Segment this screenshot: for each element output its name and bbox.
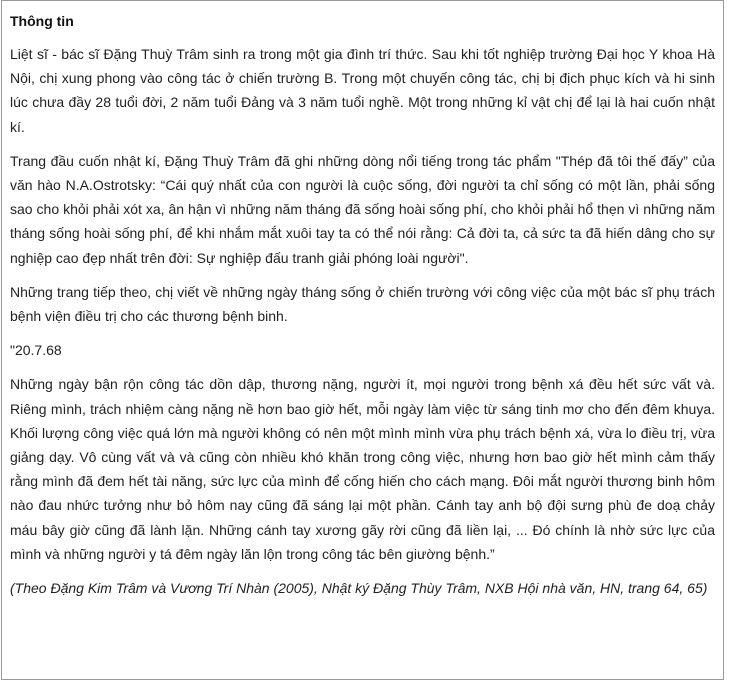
diary-date: "20.7.68 [10, 342, 62, 359]
paragraph-intro: Liệt sĩ - bác sĩ Đặng Thuỳ Trâm sinh ra trong một gia đình trí thức. Sau khi tốt nghiệp trường Đại học Y khoa Hà Nội, chị xung phong vào công tác ở chiến trường B. Trong một chuyến công tác, chị bị địch phục kích và hi sinh lúc chưa đầy 28 tuổi đời, 2 năm tuổi Đảng và 3 năm tuổi nghề. Một trong những kỉ vật chị để lại là hai cuốn nhật kí. [10, 46, 715, 135]
info-title: Thông tin [10, 13, 74, 29]
paragraph-next-pages: Những trang tiếp theo, chị viết về những ngày tháng sống ở chiến trường với công việc của một bác sĩ phụ trách bệnh viện điều trị cho các thương bệnh binh. [10, 283, 715, 325]
source-citation: (Theo Đặng Kim Trâm và Vương Trí Nhàn (2005), Nhật ký Đặng Thùy Trâm, NXB Hội nhà văn, HN, trang 64, 65) [10, 580, 708, 597]
paragraph-quote: Trang đầu cuốn nhật kí, Đặng Thuỳ Trâm đã ghi những dòng nổi tiếng trong tác phẩm "Thép đã tôi thế đấy” của văn hào N.A.Ostrotsky: “Cái quý nhất của con người là cuộc sống, đời người ta chỉ sống có một lần, phải sống sao cho khỏi phải xót xa, ân hận vì những năm tháng đã sống hoài sống phí, cho khỏi phải hổ thẹn vì những năm tháng sống hoài sống phí, để khi nhắm mắt xuôi tay ta có thể nói rằng: Cả đời ta, cả sức ta đã hiến dâng cho sự nghiệp cao đẹp nhất trên đời: Sự nghiệp đấu tranh giải phóng loài người". [10, 152, 715, 266]
info-box [1, 0, 724, 680]
paragraph-diary-entry: Những ngày bận rộn công tác dồn dập, thương nặng, người ít, mọi người trong bệnh xá đều hết sức vất và. Riêng mình, trách nhiệm càng nặng nề hơn bao giờ hết, mỗi ngày làm việc từ sáng tinh mơ cho đến đêm khuya. Khối lượng công việc quá lớn mà người không có nên một mình mình vừa phụ trách bệnh xá, vừa lo điều trị, vừa giảng dạy. Vô cùng vất và và cũng còn nhiều khó khăn trong công việc, nhưng hơn bao giờ hết mình cảm thấy rằng mình đã đem hết tài năng, sức lực của mình để cống hiến cho cách mạng. Đôi mắt người thương binh hôm nào đau nhức tưởng như bỏ hôm nay cũng đã sáng lại một phần. Cánh tay anh bộ đội sưng phù đe doạ chảy máu bây giờ cũng đã lành lặn. Những cánh tay xương gãy rời cũng đã liền lại, ... Đó chính là nhờ sức lực của mình và những người y tá đêm ngày lăn lộn trong công tác bên giường bệnh.” [10, 376, 715, 562]
